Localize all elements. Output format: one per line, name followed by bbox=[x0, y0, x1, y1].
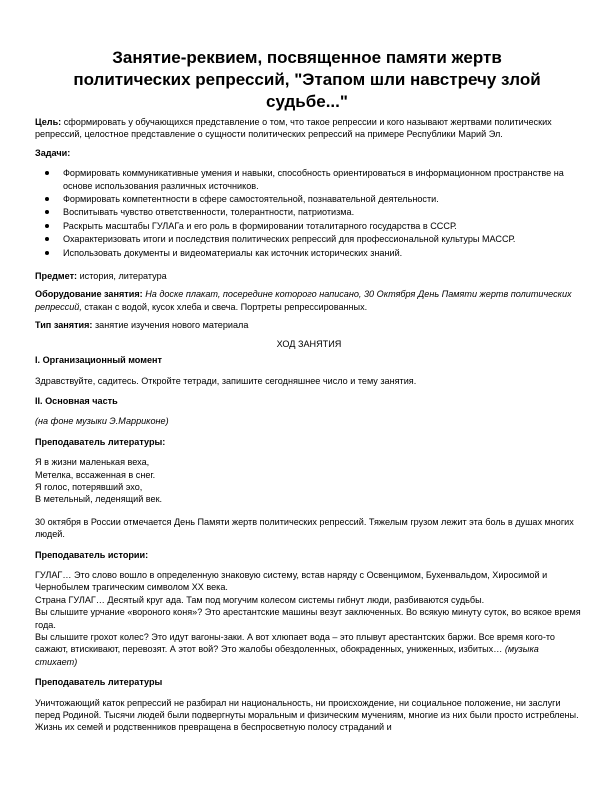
final-paragraph: Уничтожающий каток репрессий не разбирал ни национальность, ни происхождение, ни социальное положение, ни заслуги перед Родиной. Тысячи людей были подвергнуты моральным и физическим мучениям, многие из них были просто истреблены. Жизнь их семей и родственников превращена в беспросветную полосу страданий и bbox=[35, 697, 579, 733]
task-item: Формировать коммуникативные умения и навыки, способность ориентироваться в информационном пространстве на основе использования различных источников. bbox=[35, 167, 583, 192]
lesson-type-text: занятие изучения нового материала bbox=[92, 320, 249, 331]
lit-teacher-heading: Преподаватель литературы: bbox=[35, 436, 166, 447]
task-item: Воспитывать чувство ответственности, толерантности, патриотизма. bbox=[35, 206, 583, 218]
history-last-text: Вы слышите грохот колес? Это идут вагоны-заки. А вот хлюпает вода – это плывут арестантских баржи. Все время кого-то сажают, втискивают, перевозят. А этот вой? Это жалобы обездоленных, обокраденных, униженных, избитых… bbox=[35, 632, 555, 655]
task-item: Формировать компетентности в сфере самостоятельной, познавательной деятельности. bbox=[35, 193, 583, 205]
poem-line: Я в жизни маленькая веха, bbox=[35, 457, 150, 468]
task-item: Охарактеризовать итоги и последствия политических репрессий для профессиональной культуры МАССР. bbox=[35, 233, 583, 245]
section1-text: Здравствуйте, садитесь. Откройте тетради, запишите сегодняшнее число и тему занятия. bbox=[35, 375, 417, 386]
goal-text: сформировать у обучающихся представление о том, что такое репрессии и кого называют жертвами политических репрессий, целостное представление о сущности политических репрессий на примере Республики Марий Эл. bbox=[35, 117, 552, 140]
history-line: Вы слышите урчание «вороного коня»? Это арестантские машины везут заключенных. Во всякую минуту суток, во всякое время года. bbox=[35, 607, 581, 630]
tasks-list bbox=[35, 167, 583, 259]
task-item: Использовать документы и видеоматериалы как источник исторических знаний. bbox=[35, 247, 583, 259]
hist-teacher-heading: Преподаватель истории: bbox=[35, 549, 149, 560]
poem-line: Метелка, вссаженная в снег. bbox=[35, 469, 156, 480]
tasks-heading: Задачи: bbox=[35, 147, 71, 158]
subject-label: Предмет: bbox=[35, 271, 78, 282]
task-item: Раскрыть масштабы ГУЛАГа и его роль в формировании тоталитарного государства в СССР. bbox=[35, 220, 583, 232]
lesson-type-label: Тип занятия: bbox=[35, 320, 93, 331]
goal-label: Цель: bbox=[35, 117, 62, 127]
history-line: ГУЛАГ… Это слово вошло в определенную знаковую систему, встав наряду с Освенцимом, Бухенвальдом, Хиросимой и Чернобылем трагическим символом XX века. bbox=[35, 569, 548, 593]
goal-paragraph bbox=[35, 116, 583, 141]
section1-heading: I. Организационный момент bbox=[35, 355, 162, 366]
equipment-paragraph bbox=[35, 288, 583, 313]
section2-heading: II. Основная часть bbox=[35, 395, 118, 406]
oct30-paragraph: 30 октября в России отмечается День Памяти жертв политических репрессий. Тяжелым грузом лежит эта боль в душах многих людей. bbox=[35, 516, 574, 540]
history-line bbox=[35, 631, 583, 668]
history-line: Страна ГУЛАГ… Десятый круг ада. Там под могучим колесом системы гибнут люди, разбиваются судьбы. bbox=[35, 594, 485, 605]
equipment-label: Оборудование занятия: bbox=[35, 289, 143, 300]
lesson-type-paragraph bbox=[35, 319, 583, 331]
music-stops-note: (музыка стихает) bbox=[35, 644, 539, 667]
equipment-text: стакан с водой, кусок хлеба и свеча. Портреты репрессированных. bbox=[81, 301, 368, 312]
document-body bbox=[35, 116, 583, 734]
music-note: (на фоне музыки Э.Марриконе) bbox=[35, 416, 169, 427]
equipment-italic: На доске плакат, посередине которого написано, 30 Октября День Памяти жертв политических репрессий, bbox=[35, 289, 572, 312]
poem-line: В метельный, леденящий век. bbox=[35, 494, 163, 505]
subject-paragraph bbox=[35, 270, 583, 282]
lit-teacher-heading-2: Преподаватель литературы bbox=[35, 677, 163, 688]
course-heading: ХОД ЗАНЯТИЯ bbox=[276, 338, 342, 349]
poem-line: Я голос, потерявший эхо, bbox=[35, 481, 143, 492]
document-title: Занятие-реквием, посвященное памяти жертв политических репрессий, "Этапом шли навстречу злой судьбе..." bbox=[73, 48, 541, 111]
history-text bbox=[35, 569, 583, 668]
poem bbox=[35, 456, 583, 506]
subject-text: история, литература bbox=[77, 271, 167, 282]
